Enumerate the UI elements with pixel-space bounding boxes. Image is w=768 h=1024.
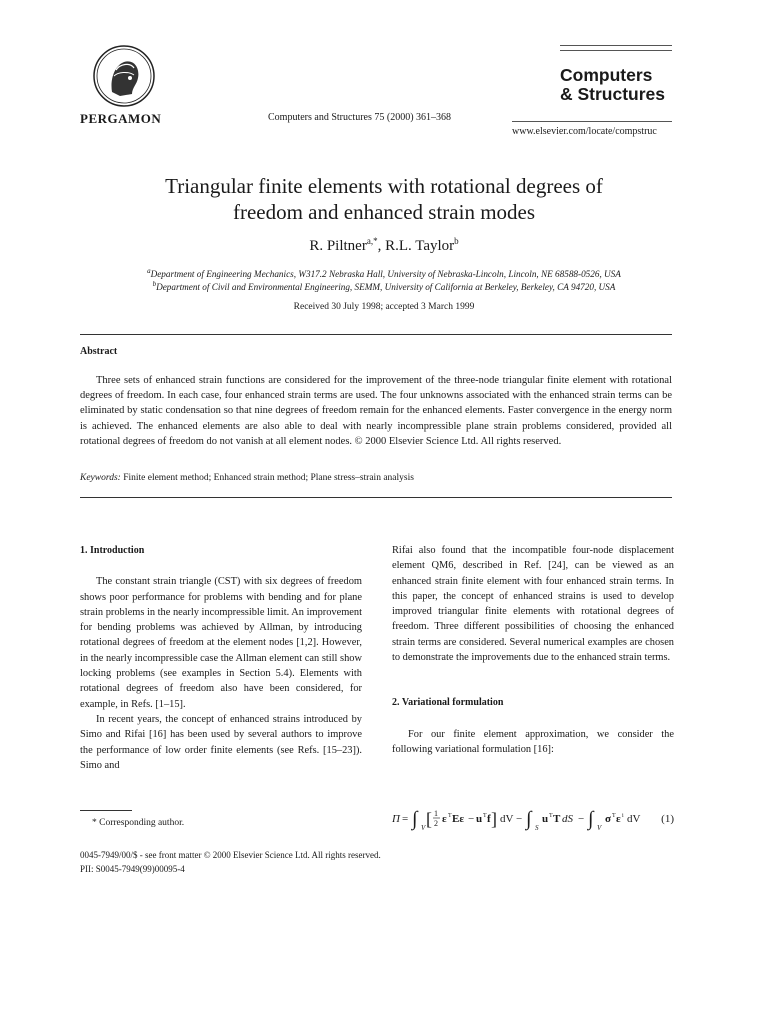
svg-text:∫: ∫ — [412, 808, 418, 830]
keywords-text: Finite element method; Enhanced strain method; Plane stress–strain analysis — [120, 473, 414, 483]
svg-text:T: T — [448, 813, 452, 819]
author-2-affil: b — [454, 236, 459, 246]
author-list — [60, 236, 708, 255]
equation-1-number: (1) — [661, 813, 674, 825]
svg-text:]: ] — [491, 809, 497, 829]
svg-text:V: V — [421, 824, 426, 832]
intro-paragraph-2: In recent years, the concept of enhanced strains introduced by Simo and Rifai [16] has been used by several authors to improve the performance of low order finite elements (see Refs. [15–23]). Simo and — [80, 713, 362, 771]
footnote-rule — [80, 810, 132, 811]
svg-text:∫: ∫ — [588, 808, 594, 830]
journal-title — [560, 66, 665, 104]
keywords — [80, 473, 414, 483]
left-column — [80, 543, 362, 773]
section-introduction-heading: 1. Introduction — [80, 545, 145, 556]
equation-1 — [390, 800, 674, 840]
svg-text:S: S — [535, 824, 539, 832]
author-separator: , — [377, 238, 386, 254]
journal-title-line1: Computers — [560, 65, 653, 85]
affiliation-a-sup: a — [147, 267, 151, 275]
svg-text:T: T — [553, 813, 561, 825]
front-matter-line1: 0045-7949/00/$ - see front matter © 2000 Elsevier Science Ltd. All rights reserved. — [80, 850, 381, 860]
paper-title-line1: Triangular finite elements with rotational degrees of — [165, 174, 603, 198]
svg-text:1: 1 — [434, 809, 438, 818]
svg-text:[: [ — [426, 809, 432, 829]
front-matter — [80, 848, 381, 876]
publisher-logo — [92, 44, 156, 108]
svg-text:V: V — [597, 824, 602, 832]
right-paragraph-1: Rifai also found that the incompatible four-node displacement element QM6, described in Ref. [24], can be viewed as an enhanced strain finite element with four enhanced strain terms. In this paper, the concept of enhanced strains is used to develop improved triangular finite elements with rotational degrees of freedom. Three different possibilities of choosing the enhanced strain terms are considered. Several numerical examples are chosen to demonstrate the improvements due to the enhanced strain terms. — [392, 545, 674, 664]
svg-text:Π: Π — [392, 813, 400, 825]
paper-title — [60, 173, 708, 225]
author-2: R.L. Taylor — [385, 238, 455, 254]
abstract-bottom-rule — [80, 497, 672, 498]
journal-url[interactable]: www.elsevier.com/locate/compstruc — [512, 126, 657, 137]
svg-text:u: u — [542, 813, 549, 825]
svg-text:σ: σ — [605, 813, 611, 825]
author-1: R. Piltner — [309, 238, 367, 254]
footnote-corresponding: * Corresponding author. — [92, 818, 185, 828]
svg-text:dV: dV — [500, 813, 514, 825]
paper-title-line2: freedom and enhanced strain modes — [232, 200, 536, 224]
front-matter-pii: PII: S0045-7949(99)00095-4 — [80, 864, 185, 874]
section-variational-heading: 2. Variational formulation — [392, 697, 504, 709]
journal-citation: Computers and Structures 75 (2000) 361–368 — [268, 112, 452, 123]
abstract-text: Three sets of enhanced strain functions are considered for the improvement of the three-node triangular finite element with rotational degrees of freedom. In each case, four enhanced strain terms are used. The four unknowns associated with the enhanced strain terms can be eliminated by static condensation so that nine degrees of freedom remain for the enhanced elements. Faster convergence in the energy norm is achieved. The enhanced elements are also able to deal with nearly incompressible plane strain problems considered, provided all rotational degrees of freedom do not vanish at all element nodes. © 2000 Elsevier Science Ltd. All rights reserved. — [80, 375, 672, 447]
intro-paragraph-1: The constant strain triangle (CST) with six degrees of freedom shows poor performance for problems with bending and for plane strain problems in the nearly incompressible limit. An improvement for bending problems was achieved by Allman, by introducing rotational degrees of freedom at the element nodes [1,2]. However, in the nearly incompressible case the Allman element can still show locking problems (see examples in Section 5.4). Elements with rotational degrees of freedom also have been considered, for example, in Refs. [1–15]. — [80, 576, 362, 710]
affiliation-b-text: Department of Civil and Environmental Engineering, SEMM, University of California at Berkeley, Berkeley, CA 94720, USA — [156, 282, 616, 293]
journal-rule-top-2 — [560, 50, 672, 51]
abstract-top-rule — [80, 334, 672, 335]
svg-text:2: 2 — [434, 819, 438, 828]
affiliation-b — [60, 280, 708, 292]
svg-text:−: − — [468, 813, 475, 825]
affiliation-a-text: Department of Engineering Mechanics, W317.2 Nebraska Hall, University of Nebraska-Lincoln, Lincoln, NE 68588-0526, USA — [150, 269, 621, 280]
abstract-heading: Abstract — [80, 346, 118, 357]
received-dates: Received 30 July 1998; accepted 3 March 1999 — [293, 302, 475, 312]
svg-text:T: T — [549, 813, 553, 819]
svg-text:T: T — [483, 813, 487, 819]
right-column — [392, 543, 674, 757]
svg-text:ε: ε — [616, 813, 621, 825]
journal-rule-bottom — [512, 121, 672, 122]
affiliation-b-sup: b — [152, 280, 157, 288]
svg-text:i: i — [622, 813, 624, 819]
keywords-label: Keywords: — [80, 473, 121, 483]
journal-rule-top — [560, 45, 672, 46]
svg-text:∫: ∫ — [526, 808, 532, 830]
author-1-affil: a,* — [366, 236, 378, 246]
journal-title-line2: & Structures — [560, 84, 666, 104]
svg-text:−: − — [516, 813, 523, 825]
svg-text:u: u — [476, 813, 483, 825]
publisher-name: PERGAMON — [80, 111, 162, 126]
affiliation-a — [60, 267, 708, 279]
variational-paragraph: For our finite element approximation, we consider the following variational formulation [16]: — [392, 728, 674, 755]
svg-text:dS: dS — [562, 813, 573, 825]
svg-text:dV: dV — [627, 813, 641, 825]
svg-text:f: f — [487, 813, 491, 825]
svg-text:Eε: Eε — [452, 813, 465, 825]
svg-text:=: = — [402, 813, 409, 825]
svg-text:T: T — [612, 813, 616, 819]
svg-text:−: − — [578, 813, 585, 825]
svg-text:ε: ε — [442, 813, 447, 825]
